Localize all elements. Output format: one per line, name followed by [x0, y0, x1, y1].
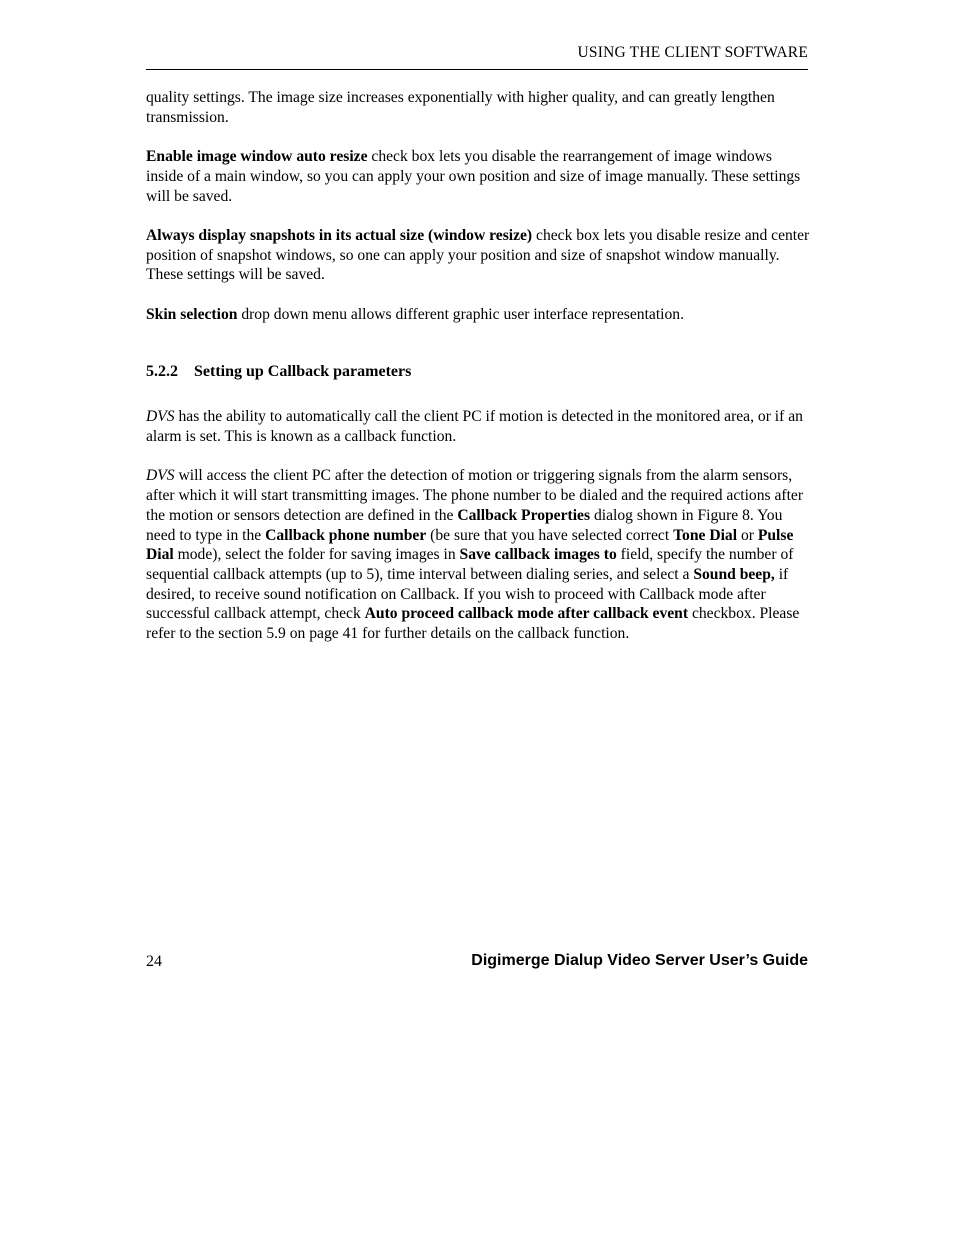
paragraph-skin-selection: Skin selection drop down menu allows different graphic user interface representation. — [146, 305, 684, 323]
paragraph-snapshot-size: Always display snapshots in its actual size (window resize) check box lets you disable resize and center position of snapshot windows, so one can apply your position and size of snapshot window manually. These settings will be saved. — [146, 226, 810, 284]
term-snapshot-size: Always display snapshots in its actual size (window resize) — [146, 226, 533, 244]
paragraph-callback-intro: DVS has the ability to automatically call the client PC if motion is detected in the monitored area, or if an alarm is set. This is known as a callback function. — [146, 408, 803, 446]
section-number: 5.2.2 — [146, 363, 178, 381]
section-title: Setting up Callback parameters — [194, 363, 412, 381]
paragraph-auto-resize: Enable image window auto resize check box lets you disable the rearrangement of image windows inside of a main window, so you can apply your own position and size of image manually. These settings will be saved. — [146, 148, 801, 205]
page-body — [146, 88, 810, 664]
page-number: 24 — [146, 953, 162, 970]
paragraph-callback-details: DVS will access the client PC after the detection of motion or triggering signals from the alarm sensors, after which it will start transmitting images. The phone number to be dialed and the required actions after the motion or sensors detection are defined in the Callback Properties dialog shown in Figure 8. You need to type in the Callback phone number (be sure that you have selected correct Tone Dial or Pulse Dial mode), select the folder for saving images in Save callback images to field, specify the number of sequential callback attempts (up to 5), time interval between dialing series, and select a Sound beep, if desired, to receive sound notification on Callback. If you wish to proceed with Callback mode after successful callback attempt, check Auto proceed callback mode after callback event checkbox. Please refer to the section 5.9 on page 41 for further details on the callback function. — [146, 467, 804, 643]
header-rule — [146, 69, 808, 70]
term-skin-selection: Skin selection — [146, 305, 238, 323]
footer-guide-title: Digimerge Dialup Video Server User’s Guide — [471, 952, 808, 969]
running-header: USING THE CLIENT SOFTWARE — [577, 44, 808, 61]
paragraph-quality-settings: quality settings. The image size increases exponentially with higher quality, and can greatly lengthen transmission. — [146, 89, 775, 126]
section-heading — [146, 362, 810, 382]
term-auto-resize: Enable image window auto resize — [146, 148, 368, 166]
